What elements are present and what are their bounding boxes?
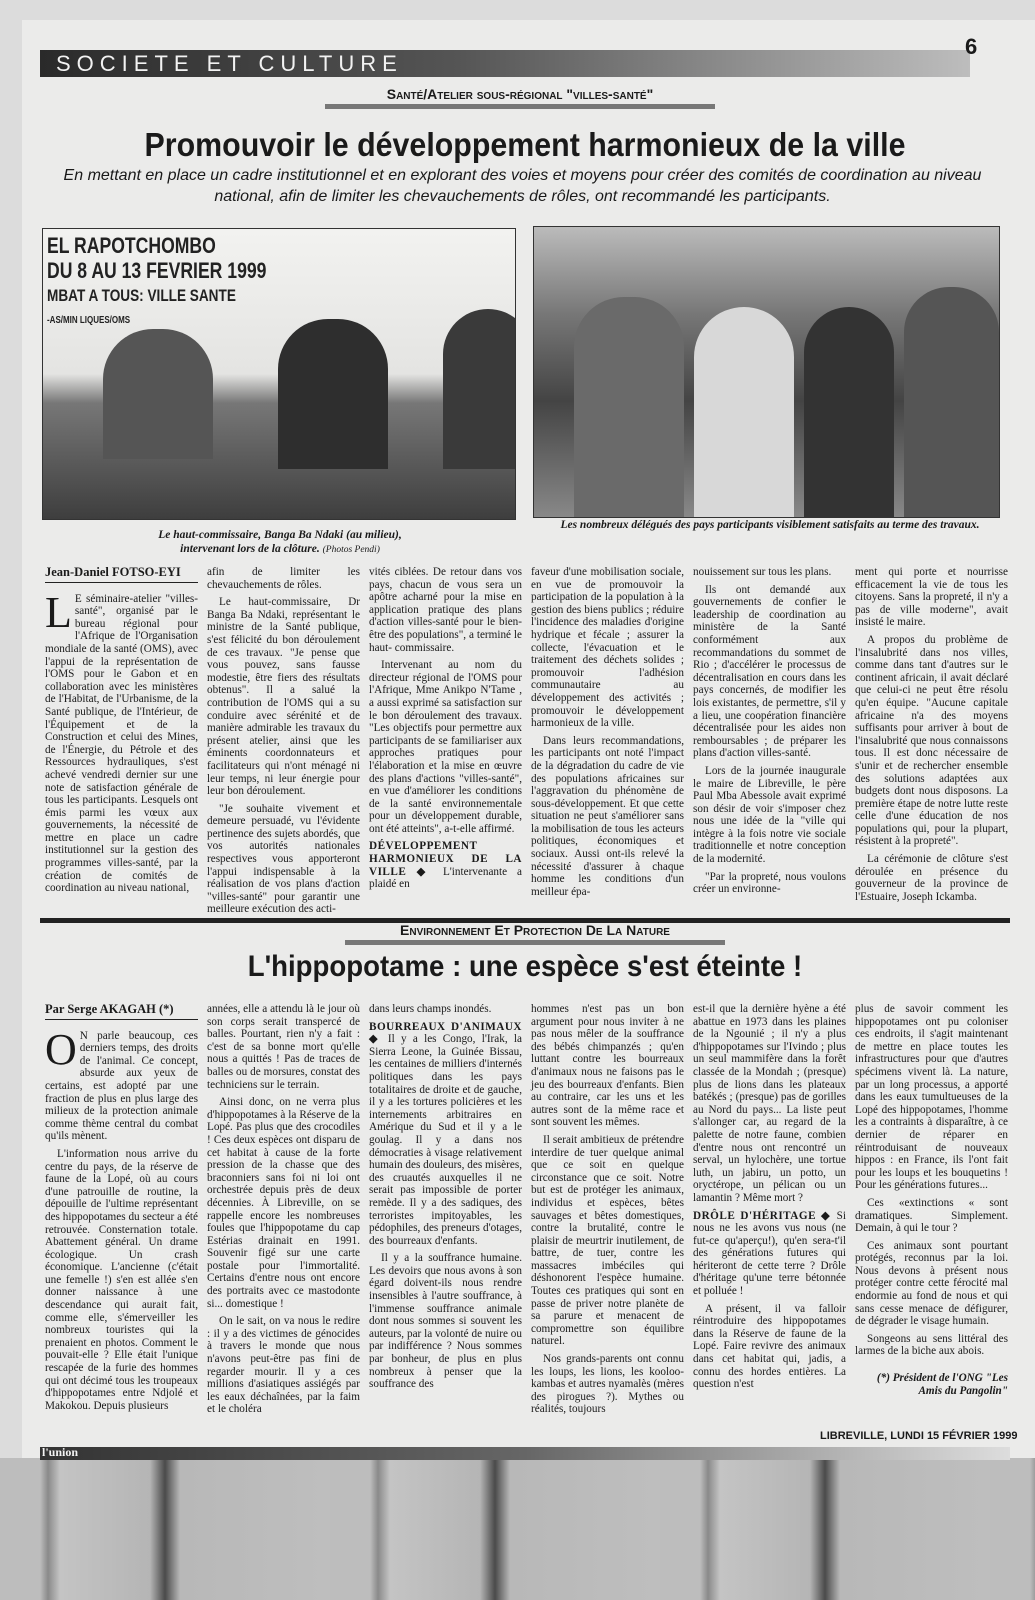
paragraph-text: années, elle a attendu là le jour où son corps serait transpercé de balles. Pourtant, rien n'y a fait : c'est de sa bonne mort qu'elle nous a quittés ! Pas de traces de balles ou de morsures, constat des techniciens sur le terrain. (207, 1003, 360, 1091)
article2-headline: L'hippopotame : une espèce s'est éteinte ! (247, 950, 803, 983)
paragraph-text: vités ciblées. De retour dans vos pays, chacun de vous sera un apôtre acharné pour la mise en application pratique des plans d'action villes-santé pour le bien-être des populations", a terminé le haut- commissaire. (369, 566, 522, 654)
paragraph (207, 1096, 360, 1310)
footer-banner (40, 1447, 1010, 1460)
paragraph (693, 584, 846, 760)
delegate-2 (694, 307, 794, 517)
paragraph-text: "Je souhaite vivement et demeure persuadé, vu l'évidente pertinence des sujets abordés, que vos autorités nationales respectives vous apporteront l'appui indispensable à la réalisation de vos plans d'action "villes-santé" pour garantir une meilleure exécution des acti- (207, 802, 360, 916)
article1-body (45, 566, 1008, 921)
person-left (103, 329, 213, 459)
article1-kicker: Santé/Atelier sous-régional "villes-santé" (325, 86, 715, 109)
paragraph (693, 1003, 846, 1205)
subhead: DRÔLE D'HÉRITAGE ◆ (693, 1209, 833, 1222)
paragraph-text: Nos grands-parents ont connu les loups, les lions, les kooloo-kambas et autres nyamalès (mères des pirogues ?). Mythes ou réalités, toujours (531, 1353, 684, 1416)
paragraph (369, 1252, 522, 1391)
paragraph (369, 1003, 522, 1016)
text-column (207, 1003, 360, 1421)
paragraph-text: dans leurs champs inondés. (369, 1003, 492, 1015)
paragraph (855, 853, 1008, 903)
paragraph (855, 1240, 1008, 1328)
paragraph (855, 1003, 1008, 1192)
paragraph-text: nouissement sur tous les plans. (693, 566, 832, 578)
text-column (45, 566, 198, 921)
paragraph (531, 1134, 684, 1348)
paragraph (207, 1315, 360, 1416)
paragraph-text: La cérémonie de clôture s'est déroulée en présence du gouverneur de la province de l'Estuaire, Joseph Ickamba. (855, 853, 1008, 903)
banner-text: EL RAPOTCHOMBO DU 8 AU 13 FEVRIER 1999 MBAT A TOUS: VILLE SANTE -AS/MIN LIQUES/OMS (47, 233, 267, 326)
paragraph-text: Ces animaux sont pourtant protégés, reconnus par la loi. Nous devons à présent nous protéger contre cette férocité mal endormie au fond de nous et qui sans cesse menace de défigurer, de dégrader le visage humain. (855, 1239, 1008, 1328)
paragraph-text: ment qui porte et nourrisse efficacement la vie de tous les citoyens. Sans la propreté, il n'y a pas de ville moderne", avait insisté le maire. (855, 566, 1008, 629)
paragraph (45, 587, 198, 895)
subhead-paragraph (369, 1021, 522, 1248)
paragraph (207, 566, 360, 591)
paper-name: l'union (42, 1445, 79, 1459)
paragraph (855, 1197, 1008, 1235)
photo-delegates (533, 226, 1000, 518)
text-column (369, 1003, 522, 1421)
paragraph (531, 1353, 684, 1416)
drop-cap: O (45, 1024, 77, 1074)
text-column (369, 566, 522, 921)
paragraph (693, 871, 846, 896)
paragraph-text: A présent, il va falloir réintroduire des hippopotames dans la Réserve de faune de la Lopé. Faire revivre des animaux dans cet habitat qui, jadis, a connu des hordes entières. La question n'est (693, 1302, 846, 1391)
article2-kicker: Environnement Et Protection De La Nature (345, 922, 725, 945)
subhead-paragraph (693, 1210, 846, 1298)
paragraph (207, 1003, 360, 1091)
text-column (531, 1003, 684, 1421)
text-column (45, 1003, 198, 1421)
paragraph (207, 803, 360, 916)
delegate-4 (904, 287, 999, 517)
photo-caption-1: Le haut-commissaire, Banga Ba Ndaki (au milieu), intervenant lors de la clôture. (Photos Pendi) (158, 529, 402, 555)
author-note (855, 1372, 1008, 1397)
article1-headline: Promouvoir le développement harmonieux de la ville (144, 126, 906, 163)
photo-podium (42, 228, 516, 520)
text-column (693, 566, 846, 921)
text-column (531, 566, 684, 921)
delegate-3 (804, 307, 894, 517)
paragraph-text: L'intervenante a plaidé en (369, 865, 522, 891)
paragraph (531, 566, 684, 730)
text-column (855, 566, 1008, 921)
dateline: LIBREVILLE, LUNDI 15 FÉVRIER 1999 (820, 1430, 1018, 1442)
person-middle (278, 319, 388, 469)
section-banner (40, 50, 970, 77)
paragraph-text: hommes n'est pas un bon argument pour nous inviter à ne pas nous mêler de la souffrance des bébés chimpanzés ; qu'en luttant contre les bourreaux d'animaux nous ne faisons pas le jeu des bourreaux d'enfants. Bien au contraire, car les uns et les autres sont de la même race et sont souvent les mêmes. (531, 1003, 684, 1129)
paragraph-text: Il y a la souffrance humaine. Les devoirs que nous avons à son égard doivent-ils nous rendre insensibles à l'autre souffrance, à l'immense souffrance animale dont nous sommes si souvent les auteurs, par la volonté de nuire ou par indifférence ? Nous sommes par bonheur, de plus en plus nombreux à penser que la souffrance des (369, 1252, 522, 1391)
subhead: BOURREAUX D'ANIMAUX ◆ (369, 1020, 522, 1046)
section-title: SOCIETE ET CULTURE (56, 51, 403, 76)
byline: Jean-Daniel FOTSO-EYI (45, 566, 198, 583)
paragraph-text: afin de limiter les chevauchements de rôles. (207, 566, 360, 591)
paragraph-text: Il serait ambitieux de prétendre interdire de tuer quelque animal que ce soit en quelque circonstance que ce soit. Notre but est de protéger les animaux, individus et espèces, bêtes sauvages et bêtes domestiques, contre la brutalité, contre le plaisir de meurtrir inutilement, de battre, de tuer, contre les massacres imbéciles qui déshonorent l'espèce humaine. Toutes ces pratiques qui sont en passe de priver notre planète de sa parure et menacent de compromettre son équilibre naturel. (531, 1133, 684, 1348)
paragraph-text: A propos du problème de l'insalubrité dans nos villes, comme dans tant d'autres sur le continent africain, il avait déclaré que celui-ci ne peut être résolu qu'en équipe. "Aucune capitale africaine n'a des moyens suffisants pour arriver à bout de l'insalubrité que nous connaissons tous. Il est donc nécessaire de s'unir et de rechercher ensemble des solutions adaptées aux budgets dont nous disposons. La première étape de notre lutte reste celle d'une éducation de nos populations qui, pour la plupart, résistent à la propreté". (855, 633, 1008, 848)
text-column (855, 1003, 1008, 1421)
scan-background (0, 1458, 1035, 1600)
article2-body (45, 1003, 1008, 1421)
paragraph (45, 1024, 198, 1143)
paragraph-text: L'information nous arrive du centre du pays, de la réserve de faune de la Lopé, où au cours d'une patrouille de routine, la dépouille de l'ultime représentant des hippopotames du secteur a été retrouvée. Consternation totale. Abattement général. Un drame écologique. Un crash économique. L'ancienne (c'était une femelle !) s'en est allée s'en donner naissance à une descendance qui aurait fait, comme elle, s'émerveiller les nombreux touristes qui la prenaient en photos. Comment le pouvait-elle ? Elle était l'unique rescapée de la furie des hommes qui ont décimé tous les troupeaux d'hippopotames entre Ndjolé et Makokou. Depuis plusieurs (45, 1147, 198, 1412)
drop-cap: L (45, 587, 72, 637)
subhead: DÉVELOPPEMENT HARMONIEUX DE LA VILLE ◆ (369, 840, 522, 878)
paragraph (855, 566, 1008, 629)
paragraph (531, 735, 684, 899)
delegate-1 (574, 297, 684, 517)
paragraph-text: (*) Président de l'ONG "Les Amis du Pangolin" (876, 1372, 1008, 1397)
paragraph (207, 596, 360, 798)
paragraph-text: Ces «extinctions « sont dramatiques. Simplement. Demain, à qui le tour ? (855, 1196, 1008, 1235)
photo-caption-2: Les nombreux délégués des pays participants visiblement satisfaits au terme des travaux. (560, 519, 980, 531)
text-column (207, 566, 360, 921)
paragraph (531, 1003, 684, 1129)
paragraph-text: Ainsi donc, on ne verra plus d'hippopotames à la Réserve de la Lopé. Pas plus que des crocodiles ! Ces deux espèces ont disparu de cet habitat à cause de la forte pression de la chasse que des braconniers sans foi ni loi ont orchestrée depuis près de deux décennies. À Libreville, on se rappelle encore les nombreuses foules que l'hippopotame du cap Estérias drainait en 1991. Souvenir figé sur une carte postale pour l'immortalité. Certains d'entre nous ont encore des portraits avec ce mastodonte si... domestique ! (207, 1096, 360, 1310)
paragraph-text: faveur d'une mobilisation sociale, en vue de promouvoir la participation de la population à la gestion des biens publics ; réduire l'incidence des maladies d'origine hydrique et fécale ; assurer la collecte, l'évacuation et le traitement des déchets solides ; promouvoir l'adhésion communautaire au développement des activités ; promouvoir le développement harmonieux de la ville. (531, 566, 684, 730)
paragraph-text: Dans leurs recommandations, les participants ont noté l'impact de la dégradation du cadre de vie des populations africaines sur l'aggravation du phénomène de sous-développement. Et que cette situation ne peut s'améliorer sans la mobilisation de tous les acteurs politiques, économiques et sociaux. Aussi ont-ils relevé la nécessité d'assurer à chaque homme les conditions d'un meilleur épa- (531, 734, 684, 898)
paragraph (369, 566, 522, 654)
paragraph (693, 765, 846, 866)
paragraph-text: Lors de la journée inaugurale le maire de Libreville, le père Paul Mba Abessole avait exprimé son désir de voir s'imposer chez nous une idée de la "ville qui intègre à la fois notre vie sociale traditionnelle et notre conception de la modernité. (693, 764, 846, 866)
subhead-paragraph (369, 840, 522, 890)
paragraph-text: Le haut-commissaire, Dr Banga Ba Ndaki, représentant le ministre de la Santé publique, s'est félicité du bon déroulement de ces travaux. "Je pense que vous pouvez, sans fausse modestie, être fiers des résultats obtenus". Il a salué la contribution de l'OMS qui a su conduire avec sérénité et de manière admirable les travaux du présent atelier, ainsi que les éminents coordonnateurs et facilitateurs qui n'ont ménagé ni leur temps, ni leur énergie pour leur bon déroulement. (207, 596, 360, 798)
paragraph (693, 566, 846, 579)
paragraph-text: est-il que la dernière hyène a été abattue en 1973 dans les plaines de la Ngounié ; il n'y a plus d'hippopotames sur l'Ivindo ; plus un seul mammifère dans la forêt classée de la Mondah ; (presque) plus de lions dans les plateaux batékés ; (presque) pas de gorilles au Nord du pays... La liste peut s'allonger car, au regard de la palette de notre faune, combien d'entre nous ont rencontré un serval, un hylochère, une tortue luth, un jabiru, un potto, un oryctérope, un pélican ou un lamantin ? Même mort ? (693, 1003, 846, 1204)
paragraph-text: Ils ont demandé aux gouvernements de confier le leadership de coordination au ministère de la Santé conformément aux recommandations du sommet de Rio ; d'accélérer le processus de décentralisation en cours dans les pays concernés, de modifier les lois existantes, de permettre, s'il y a lieu, une coopération financière décentralisée pour les aides non remboursables ; de préparer les plans d'action villes-santé. (693, 583, 846, 760)
paragraph-text: Il y a les Congo, l'Irak, la Sierra Leone, la Guinée Bissau, les centaines de milliers d'internés politiques dans les pays totalitaires de droite et de gauche, il y a les tortures policières et les internements arbitraires en Amérique du Sud et il y a le goulag. Il y a dans nos démocraties à visage relativement humain des douleurs, des misères, des cruautés auxquelles il ne serait pas impossible de porter remède. Il y a des sadiques, des terroristes impitoyables, les pédophiles, des preneurs d'otages, des bourreaux d'enfants. (369, 1033, 522, 1247)
article1-deck: En mettant en place un cadre institutionnel et en explorant des voies et moyens pour créer des comités de coordination au niveau national, afin de limiter les chevauchements de rôles, ont recommandé les participants. (63, 167, 982, 205)
paragraph (693, 1303, 846, 1391)
page-number: 6 (965, 34, 978, 59)
paragraph-text: E séminaire-atelier "villes-santé", organisé par le bureau régional pour l'Afrique de l'Organisation mondiale de la santé (OMS), avec l'appui de la représentation de l'OMS pour le Gabon et en collaboration avec les ministères de l'Habitat, de l'Urbanisme, de la Santé publique, de l'Intérieur, de l'Équipement et de la Construction et celui des Mines, de l'Énergie, du Pétrole et des Ressources hydrauliques, s'est achevé vendredi dernier sur une note de satisfaction générale de tous les participants. Lesquels ont émis parmi les vœux aux gouvernements, la nécessité de mettre en place un cadre institutionnel sur la gestion des programmes villes-santé, par la création de comités de coordination au niveau national, (45, 592, 198, 895)
paragraph-text: N parle beaucoup, ces derniers temps, des droits de l'animal. Ce concept, absurde aux yeux de certains, est adopté par une fraction de plus en plus large des milieux de la protection animale comme thème central du combat qu'ils mènent. (45, 1029, 198, 1143)
paragraph (855, 634, 1008, 848)
paragraph-text: Intervenant au nom du directeur régional de l'OMS pour l'Afrique, Mme Anikpo N'Tame , a aussi exprimé sa satisfaction sur le bon déroulement des travaux. "Les objectifs pour permettre aux participants de se familiariser aux approches pratiques pour l'élaboration et la mise en œuvre des plans d'actions "villes-santé", en vue d'améliorer les conditions de la santé environnementale pour un développement durable, ont été atteints", a-t-elle affirmé. (369, 659, 522, 835)
paragraph-text: Si nous ne les avons vus nous (ne fut-ce qu'aperçu!), qu'en sera-t'il des générations futures qui hériteront de cette terre ? Drôle d'héritage qu'une terre bétonnée et polluée ! (693, 1209, 846, 1298)
paragraph (369, 659, 522, 835)
text-column (693, 1003, 846, 1421)
byline: Par Serge AKAGAH (*) (45, 1003, 198, 1020)
paragraph-text: On le sait, on va nous le redire : il y a des victimes de génocides à travers le monde que nous n'avons peut-être pas fini de regarder mourir. Il y a ces millions d'asiatiques assiégés par les eaux déchaînées, par la faim et le choléra (207, 1315, 360, 1416)
paragraph-text: "Par la propreté, nous voulons créer un environne- (693, 870, 846, 896)
paragraph-text: Songeons au sens littéral des larmes de la biche aux abois. (855, 1332, 1008, 1358)
paragraph (45, 1148, 198, 1412)
paragraph-text: plus de savoir comment les hippopotames ont pu coloniser ces endroits, il s'agit maintenant de mettre en place toutes les infrastructures pour que d'autres spécimens vivent là. La nature, par un long processus, a apporté dans les eaux tumultueuses de la Lopé des hippopotames, l'homme les a contraints à disparaître, à ce dernier de réparer en réintroduisant de nouveaux hippos : en France, ils l'ont fait pour les loups et les bouquetins ! Pour les générations futures... (855, 1003, 1008, 1192)
person-right (443, 309, 516, 469)
paragraph (855, 1333, 1008, 1358)
